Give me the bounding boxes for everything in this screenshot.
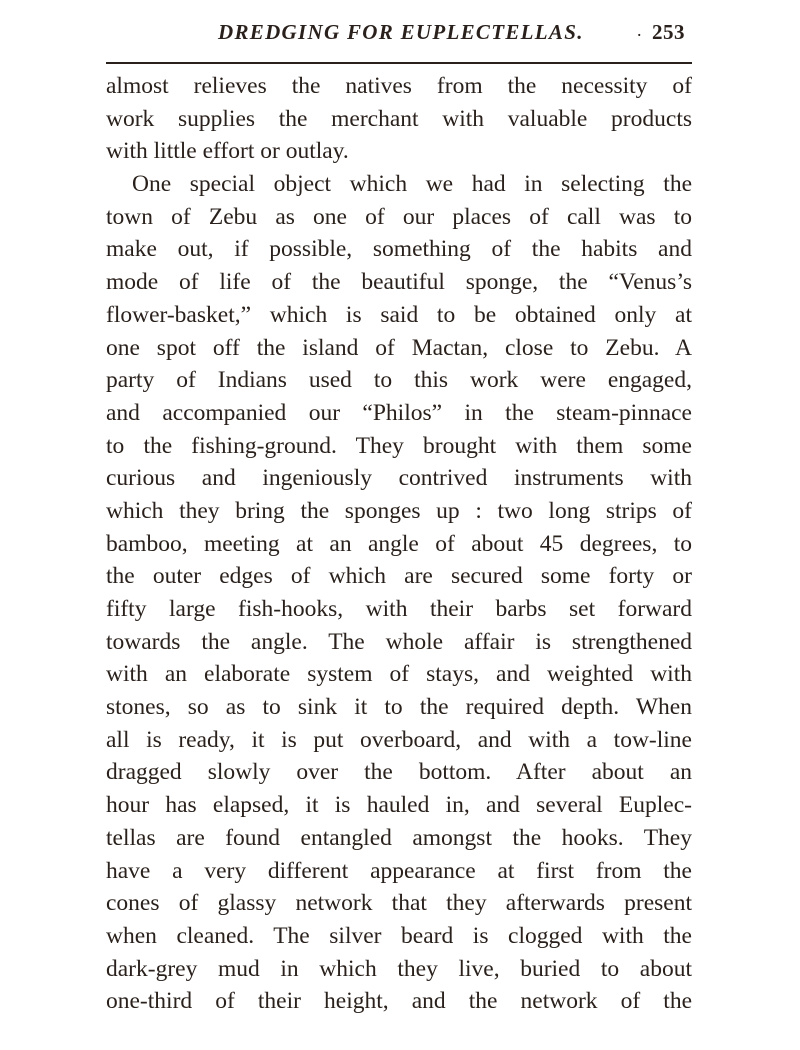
text-line: almost relieves the natives from the necessity of — [106, 73, 692, 99]
text-line: towards the angle. The whole affair is strengthened — [106, 628, 692, 655]
page-number: 253 — [652, 20, 685, 44]
running-head — [0, 20, 800, 60]
text-line: party of Indians used to this work were engaged, — [106, 367, 692, 394]
text-line: hour has elapsed, it is hauled in, and several Euplec- — [106, 792, 692, 819]
text-line: flower-basket,” which is said to be obtained only at — [106, 301, 692, 328]
running-head-dot: . — [637, 20, 642, 40]
text-line: fifty large fish-hooks, with their barbs set forward — [106, 596, 692, 622]
text-line: curious and ingeniously contrived instruments with — [106, 465, 692, 492]
text-line: make out, if possible, something of the habits and — [106, 236, 692, 263]
text-line: bamboo, meeting at an angle of about 45 degrees, to — [106, 530, 692, 557]
text-line: mode of life of the beautiful sponge, the “Venus’s — [106, 269, 692, 296]
text-line: One special object which we had in selecting the — [132, 171, 692, 198]
text-line: cones of glassy network that they afterwards present — [106, 890, 692, 917]
body-text — [106, 70, 692, 1018]
text-line: and accompanied our “Philos” in the steam-pinnace — [106, 399, 692, 426]
text-line: when cleaned. The silver beard is clogged with the — [106, 922, 692, 949]
text-line: tellas are found entangled amongst the hooks. They — [106, 824, 692, 851]
text-line: one spot off the island of Mactan, close to Zebu. A — [106, 334, 692, 361]
text-line: with an elaborate system of stays, and weighted with — [106, 661, 692, 688]
text-line: stones, so as to sink it to the required depth. When — [106, 694, 692, 721]
text-line: which they bring the sponges up : two long strips of — [106, 497, 692, 524]
text-line: dark-grey mud in which they live, buried to about — [106, 955, 692, 982]
text-line: dragged slowly over the bottom. After about an — [106, 759, 692, 786]
text-line: one-third of their height, and the network of the — [106, 988, 692, 1015]
text-line: town of Zebu as one of our places of call was to — [106, 203, 692, 230]
text-line: the outer edges of which are secured some forty or — [106, 563, 692, 590]
running-title: DREDGING FOR EUPLECTELLAS. — [218, 20, 584, 44]
text-line: have a very different appearance at first from the — [106, 857, 692, 884]
text-line: to the fishing-ground. They brought with them some — [106, 432, 692, 459]
header-rule — [106, 62, 692, 64]
text-line: all is ready, it is put overboard, and with a tow-line — [106, 726, 692, 753]
text-line: work supplies the merchant with valuable products — [106, 105, 692, 132]
text-line: with little effort or outlay. — [106, 138, 349, 165]
